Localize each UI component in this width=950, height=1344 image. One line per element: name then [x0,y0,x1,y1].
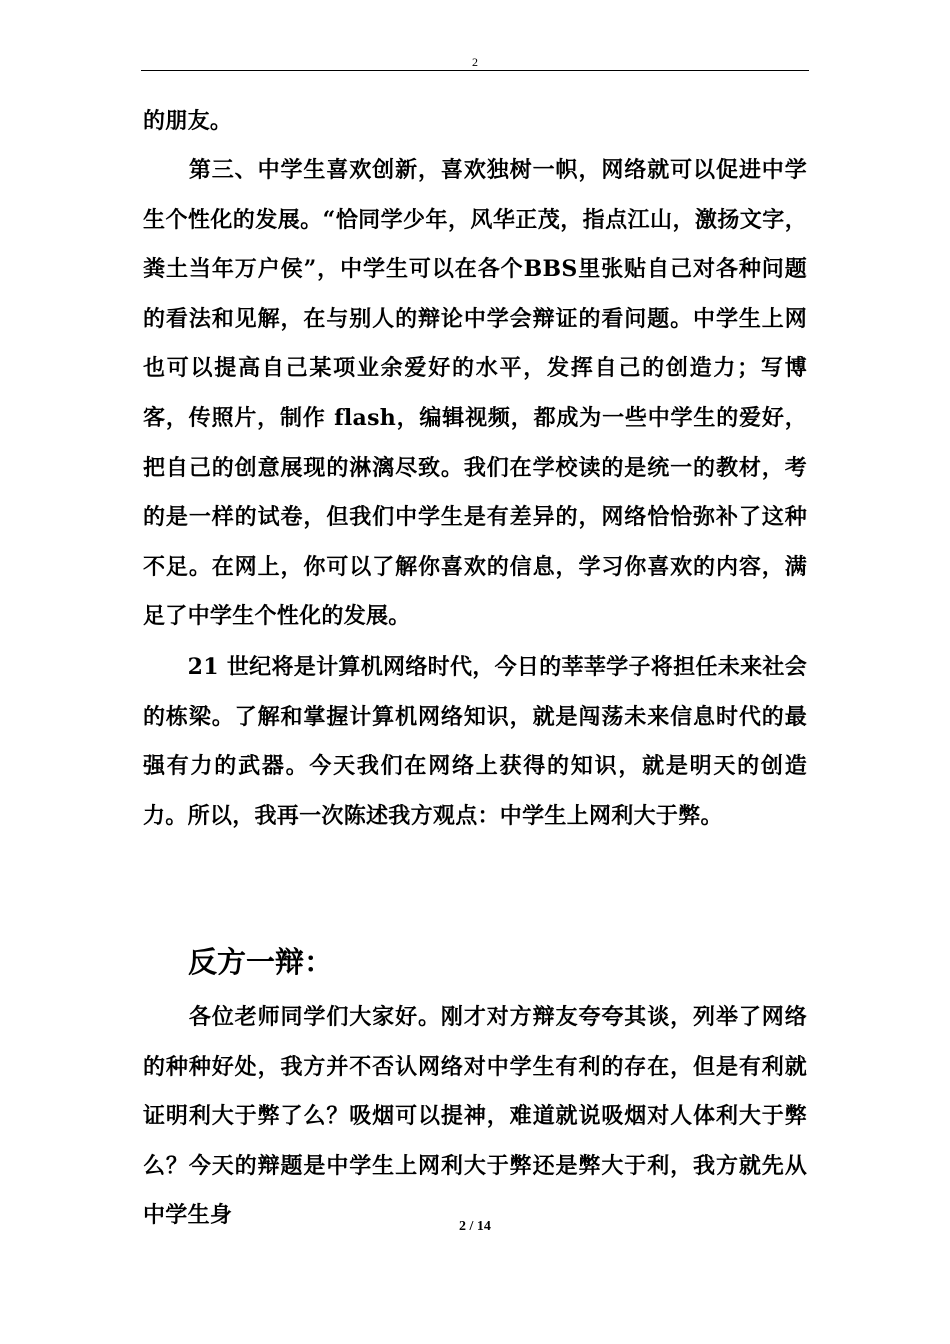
footer-page-label: 2 / 14 [459,1219,491,1234]
header-rule [141,70,809,71]
section-heading: 反方一辩： [188,945,334,979]
paragraph-opposition-opening: 各位老师同学们大家好。刚才对方辩友夸夸其谈，列举了网络的种种好处，我方并不否认网络对中学生有利的存在，但是有利就证明利大于弊了么？吸烟可以提神，难道就说吸烟对人体利大于弊么？今天的辩题是中学生上网利大于弊还是弊大于利，我方就先从中学生身 [143,1004,807,1229]
paragraph-third-point: 第三、中学生喜欢创新，喜欢独树一帜，网络就可以促进中学生个性化的发展。“恰同学少年，风华正茂，指点江山，激扬文字，粪土当年万户侯”，中学生可以在各个BBS里张贴自己对各种问题的看法和见解，在与别人的辩论中学会辩证的看问题。中学生上网也可以提高自己某项业余爱好的水平，发挥自己的创造力；写博客，传照片，制作 flash，编辑视频，都成为一些中学生的爱好，把自己的创意展现的淋漓尽致。我们在学校读的是统一的教材，考的是一样的试卷，但我们中学生是有差异的，网络恰恰弥补了这种不足。在网上，你可以了解你喜欢的信息，学习你喜欢的内容，满足了中学生个性化的发展。 [143,157,807,630]
paragraph-continuation: 的朋友。 [143,108,233,134]
paragraph-conclusion: 21 世纪将是计算机网络时代，今日的莘莘学子将担任未来社会的栋梁。了解和掌握计算机网络知识，就是闯荡未来信息时代的最强有力的武器。今天我们在网络上获得的知识，就是明天的创造力。所以，我再一次陈述我方观点：中学生上网利大于弊。 [143,654,807,829]
header-page-number: 2 [472,55,478,69]
